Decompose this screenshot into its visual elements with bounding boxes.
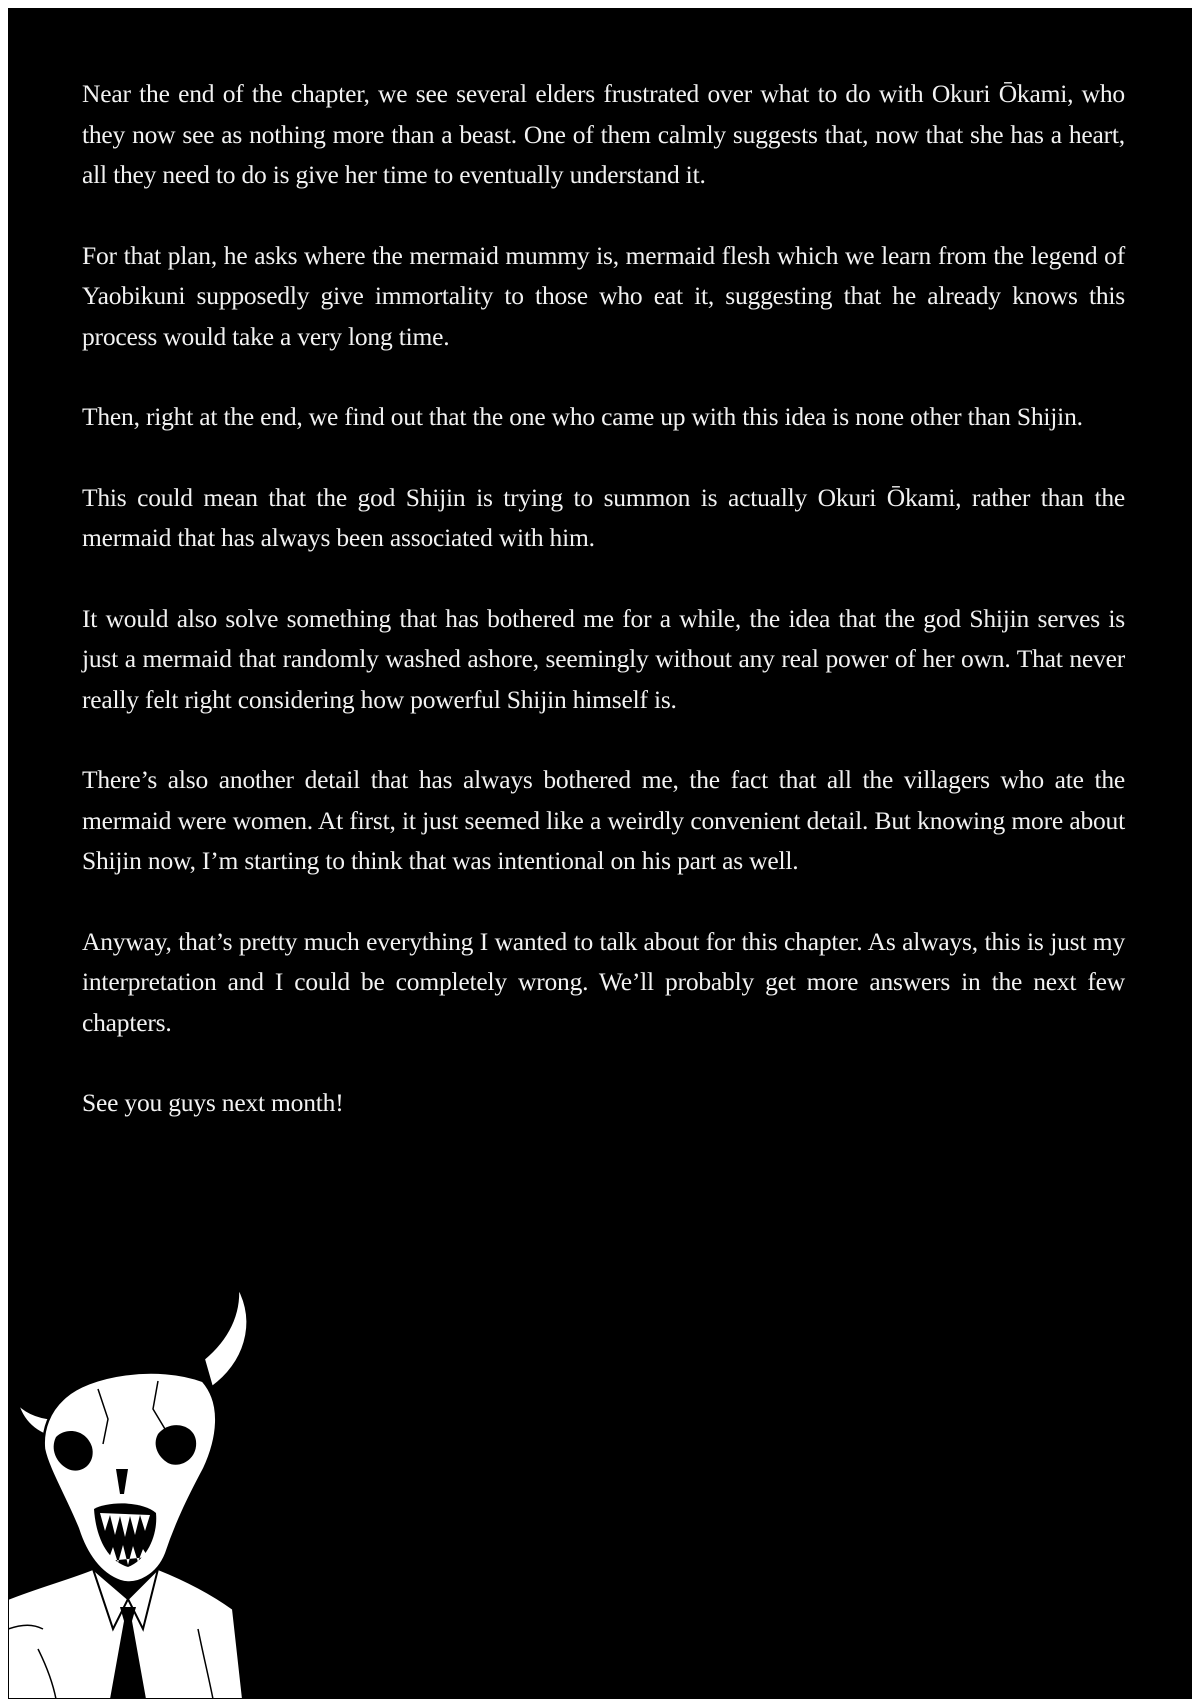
paragraph-4: This could mean that the god Shijin is trying to summon is actually Okuri Ōkami, rather than the mermaid that has always been associated with him. <box>82 482 1125 552</box>
paragraph-5: It would also solve something that has bothered me for a while, the idea that the god Shijin serves is just a mermaid that randomly washed ashore, seemingly without any real power of her own. That never really felt right considering how powerful Shijin himself is. <box>82 603 1125 714</box>
paragraph-2: For that plan, he asks where the mermaid mummy is, mermaid flesh which we learn from the legend of Yaobikuni supposedly give immortality to those who eat it, suggesting that he already knows this process would take a very long time. <box>82 240 1125 351</box>
commentary-text <box>82 74 1125 1164</box>
paragraph-1: Near the end of the chapter, we see several elders frustrated over what to do with Okuri Ōkami, who they now see as nothing more than a beast. One of them calmly suggests that, now that she has a heart, all they need to do is give her time to eventually understand it. <box>82 79 1125 189</box>
paragraph-6: There’s also another detail that has always bothered me, the fact that all the villagers who ate the mermaid were women. At first, it just seemed like a weirdly convenient detail. But knowing more about Shijin now, I’m starting to think that was intentional on his part as well. <box>82 765 1125 875</box>
paragraph-3: Then, right at the end, we find out that the one who came up with this idea is none other than Shijin. <box>82 402 1083 431</box>
horned-skull-mask-figure-icon <box>8 1269 338 1699</box>
page-panel <box>8 8 1192 1699</box>
paragraph-8: See you guys next month! <box>82 1088 344 1117</box>
paragraph-7: Anyway, that’s pretty much everything I wanted to talk about for this chapter. As always, this is just my interpretation and I could be completely wrong. We’ll probably get more answers in the next few chapters. <box>82 926 1125 1037</box>
